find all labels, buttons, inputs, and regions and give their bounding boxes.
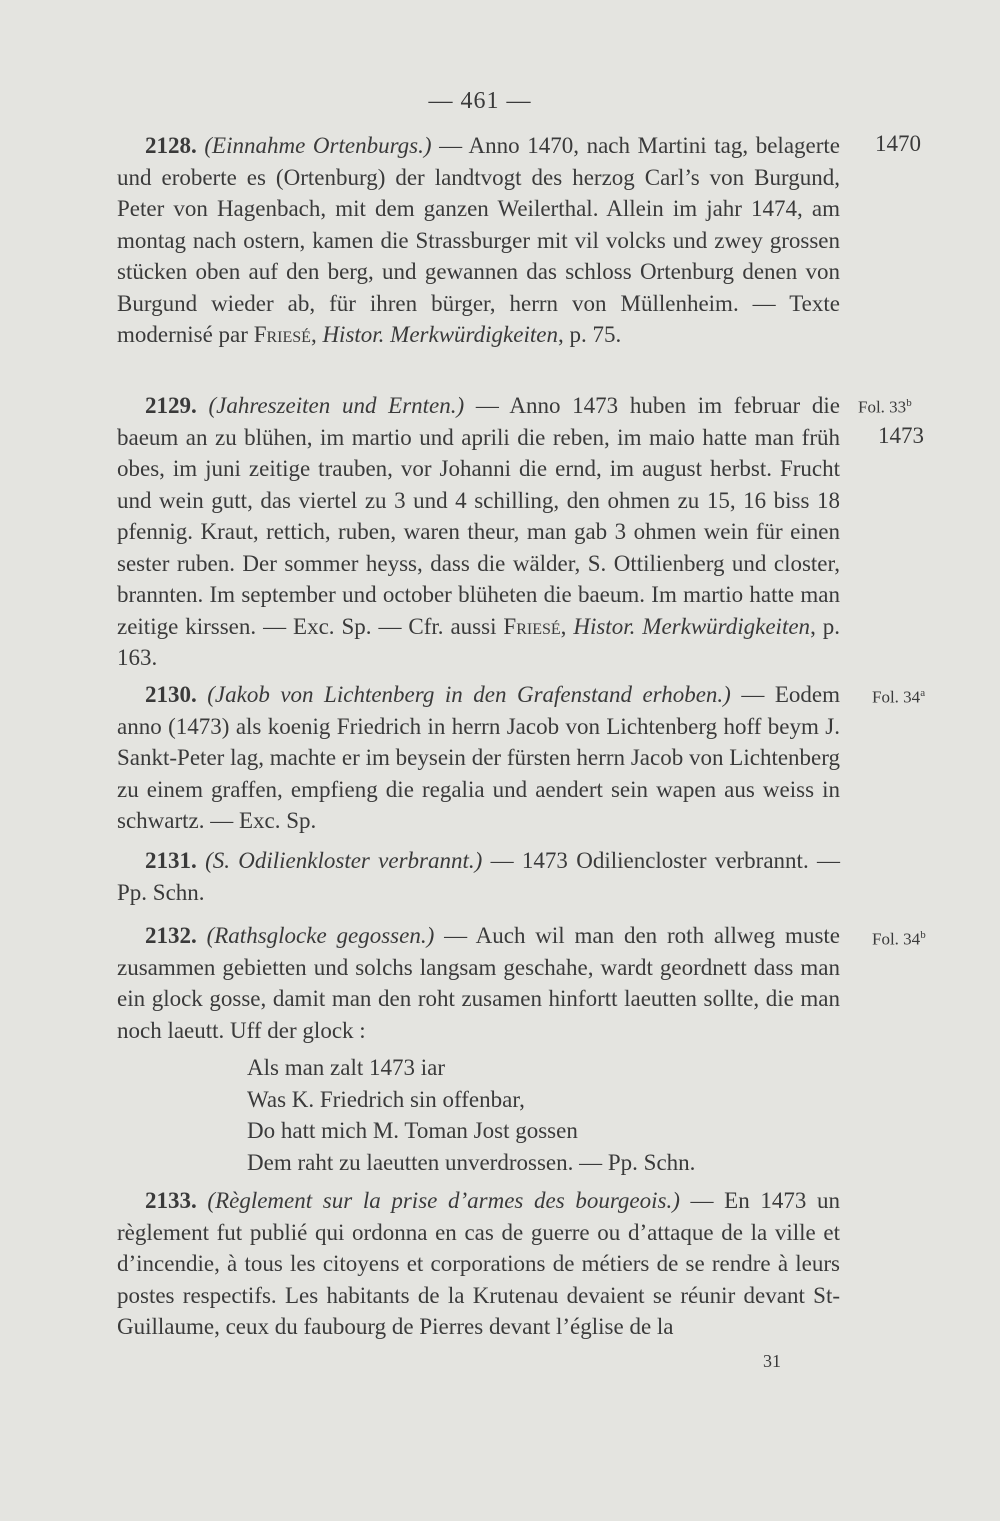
margin-folio: Fol. 34$^b$ (872, 929, 926, 949)
entry-2132 (117, 920, 840, 1046)
entry-body: — Anno 1470, nach Martini tag, belagerte und eroberte es (Ortenburg) der landtvogt des herzog Carl’s von Burgund, Peter von Hagenbach, mit dem ganzen Weilerthal. Allein im jahr 1474, am montag nach ostern, kamen die Strassburger mit vil volcks und zwey grossen stücken oben auf den berg, und gewannen das schloss Ortenburg denen von Burgund wieder ab, für ihren bürger, herrn von Müllenheim. — Texte modernisé par (117, 133, 840, 347)
entry-title: (Règlement sur la prise d’armes des bourgeois.) (207, 1188, 680, 1213)
entry-2129: 2129. (Jahreszeiten und Ernten.) — Anno 1473 huben im februar die baeum an zu blühen, im martio und aprili die reben, im maio hatte man früh obes, im juni zeitige trauben, vor Johanni die ernd, im august herbst. Frucht und wein gutt, das viertel zu 3 und 4 schilling, den ohmen zu 15, 16 biss 18 pfennig. Kraut, rettich, ruben, waren theur, man gab 3 ohmen wein für einen sester ruben. Der sommer heyss, dass die wälder, S. Ottilienberg und closter, brannten. Im september und october blüheten die baeum. Im martio hatte man zeitige kirssen. — Exc. Sp. — Cfr. aussi Friesé, Histor. Merkwürdigkeiten, p. 163. (117, 393, 841, 670)
entry-body: — En 1473 un règlement fut publié qui ordonna en cas de guerre ou d’attaque de la ville et d’incendie, à tous les citoyens et corporations de métiers de se rendre à leurs postes respectifs. Les habitants de la Krutenau devaient se réunir devant St-Guillaume, ceux du faubourg de Pierres devant l’église de la (117, 1188, 841, 1339)
entry-number: 2128. (145, 133, 197, 158)
entry-number: 2130. (145, 682, 197, 707)
verse-line: Als man zalt 1473 iar (247, 1055, 446, 1080)
verse-line: Do hatt mich M. Toman Jost gossen (247, 1118, 578, 1143)
entry-number: 2129. (145, 393, 197, 418)
entry-title: (Jahreszeiten und Ernten.) (208, 393, 465, 418)
margin-year: 1470 (875, 131, 921, 156)
entry-2130 (117, 679, 840, 837)
author-name: Friesé (253, 322, 311, 347)
page-number: — 461 — (428, 88, 532, 114)
verse-line: Dem raht zu laeutten unverdrossen. — Pp. Schn. (247, 1149, 696, 1175)
entry-number: 2132. (145, 923, 197, 948)
reference-tail: , p. 163. (117, 613, 841, 670)
verse-line: Was K. Friedrich sin offenbar, (247, 1086, 525, 1112)
entry-body: — Anno 1473 huben im februar die baeum an zu blühen, im martio und aprili die reben, im maio hatte man früh obes, im juni zeitige trauben, vor Johanni die ernd, im august herbst. Frucht und wein gutt, das viertel zu 3 und 4 schilling, den ohmen zu 15, 16 biss 18 pfennig. Kraut, rettich, ruben, waren theur, man gab 3 ohmen wein für einen sester ruben. Der sommer heyss, dass die wälder, S. Ottilienberg und closter, brannten. Im september und october blüheten die baeum. Im martio hatte man zeitige kirssen. — Exc. Sp. — Cfr. aussi (117, 393, 841, 639)
bell-inscription (247, 1052, 695, 1178)
entry-body: — Eodem anno (1473) als koenig Friedrich in herrn Jacob von Lichtenberg hoff beym J. Sankt-Peter lag, machte er im beysein der fürsten herrn Jacob von Lichtenberg zu einem graffen, empfieng die regalia und aendert sein wapen aus weiss in schwartz. — Exc. Sp. (117, 682, 841, 833)
entry-title: (Einnahme Ortenburgs.) (204, 133, 432, 158)
entry-number: 2131. (145, 848, 197, 873)
reference-title: Histor. Merkwürdigkeiten (322, 322, 558, 347)
margin-folio: Fol. 34$^a$ (872, 687, 926, 707)
entry-title: (Rathsglocke gegossen.) (206, 923, 435, 948)
entry-number: 2133. (145, 1188, 197, 1213)
margin-folio: Fol. 33$^b$ (858, 397, 912, 417)
entry-2131 (117, 845, 840, 908)
margin-year: 1473 (878, 423, 924, 448)
entry-title: (Jakob von Lichtenberg in den Grafenstand erhoben.) (207, 682, 731, 707)
entry-title: (S. Odilienkloster verbrannt.) (205, 848, 483, 873)
reference-title: Histor. Merkwürdigkeiten (573, 613, 811, 639)
reference-tail: , p. 75. (557, 322, 622, 347)
printer-signature: 31 (763, 1351, 781, 1371)
entry-2128: 2128. (Einnahme Ortenburgs.) — Anno 1470, nach Martini tag, belagerte und eroberte es (Ortenburg) der landtvogt des herzog Carl’s von Burgund, Peter von Hagenbach, mit dem ganzen Weilerthal. Allein im jahr 1474, am montag nach ostern, kamen die Strassburger mit vil volcks und zwey grossen stücken oben auf den berg, und gewannen das schloss Ortenburg denen von Burgund wieder ab, für ihren bürger, herrn von Müllenheim. — Texte modernisé par Friesé, Histor. Merkwürdigkeiten, p. 75. (117, 133, 840, 347)
author-name: Friesé (503, 613, 561, 639)
entry-2133 (117, 1185, 840, 1343)
entry-body: — Auch wil man den roth allweg muste zusammen gebietten und solchs langsam geschahe, wardt geordnett dass man ein glock gosse, damit man den roht zusamen hinfortt laeutten sollte, die man noch laeutt. Uff der glock : (117, 923, 841, 1043)
entry-body: — 1473 Odiliencloster verbrannt. — Pp. Schn. (117, 848, 841, 905)
